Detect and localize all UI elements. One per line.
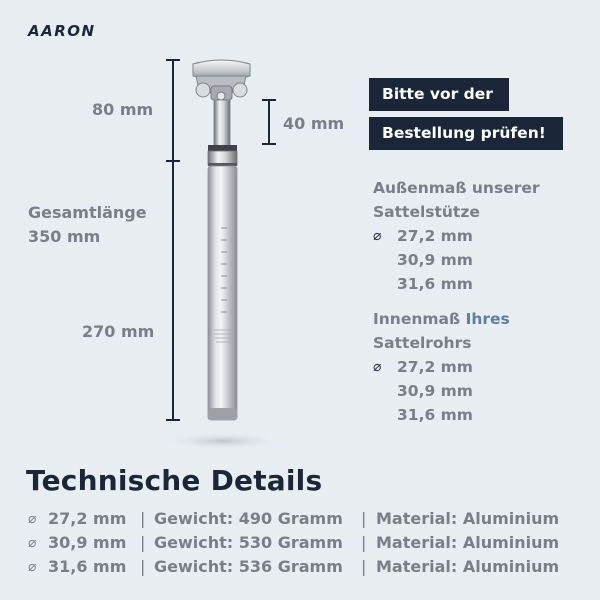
dim-total-label xyxy=(28,201,147,249)
tech-row xyxy=(28,531,588,555)
diameter-icon: ⌀ xyxy=(373,228,382,244)
inner-size-value: 27,2 mm xyxy=(397,358,473,376)
main-tube xyxy=(208,166,237,420)
separator: | xyxy=(361,533,367,552)
outer-size-value: 27,2 mm xyxy=(397,227,473,245)
notice-line-1: Bitte vor der xyxy=(369,78,509,111)
outer-diameter-section xyxy=(373,176,593,296)
tech-weight: Gewicht: 530 Gramm xyxy=(154,533,343,552)
inner-title-word: Innenmaß xyxy=(373,310,461,328)
saddle-clamp-icon xyxy=(193,60,250,100)
separator: | xyxy=(140,533,146,552)
inner-title-line2: Sattelrohrs xyxy=(373,334,472,352)
diameter-icon: ⌀ xyxy=(28,511,37,527)
brand-logo: AARON xyxy=(28,22,96,40)
tech-row xyxy=(28,507,588,531)
outer-title-line2: Sattelstütze xyxy=(373,203,480,221)
dim-top-label: 80 mm xyxy=(92,100,154,119)
diameter-icon: ⌀ xyxy=(373,359,382,375)
outer-size-value: 30,9 mm xyxy=(397,251,473,269)
tech-material: Material: Aluminium xyxy=(376,533,560,552)
outer-size-row xyxy=(373,272,593,296)
total-length-title: Gesamtlänge xyxy=(28,203,147,222)
tech-material: Material: Aluminium xyxy=(376,509,560,528)
inner-size-row xyxy=(373,379,593,403)
total-length-value: 350 mm xyxy=(28,227,101,246)
tech-row xyxy=(28,555,588,579)
piston xyxy=(214,100,230,146)
product-shadow xyxy=(163,432,283,450)
inner-size-value: 30,9 mm xyxy=(397,382,473,400)
separator: | xyxy=(361,509,367,528)
outer-title-line1: Außenmaß unserer xyxy=(373,179,540,197)
dim-offset-label: 40 mm xyxy=(283,114,345,133)
separator: | xyxy=(361,557,367,576)
inner-size-row xyxy=(373,355,593,379)
tech-size: 30,9 mm xyxy=(48,533,127,552)
outer-size-row xyxy=(373,248,593,272)
tech-size: 31,6 mm xyxy=(48,557,127,576)
tech-weight: Gewicht: 536 Gramm xyxy=(154,557,343,576)
separator: | xyxy=(140,509,146,528)
inner-title-highlight: Ihres xyxy=(465,310,510,328)
inner-size-row xyxy=(373,403,593,427)
tech-details-title: Technische Details xyxy=(26,464,323,497)
notice-line-2: Bestellung prüfen! xyxy=(369,117,563,150)
collar xyxy=(208,145,237,151)
tech-details-table xyxy=(28,507,588,579)
dim-bottom-label: 270 mm xyxy=(82,322,155,341)
seatpost-illustration xyxy=(150,50,290,460)
diameter-icon: ⌀ xyxy=(28,535,37,551)
inner-diameter-section xyxy=(373,307,593,427)
outer-size-value: 31,6 mm xyxy=(397,275,473,293)
total-length-line xyxy=(166,60,180,420)
separator: | xyxy=(140,557,146,576)
inner-size-value: 31,6 mm xyxy=(397,406,473,424)
inner-title-line1 xyxy=(373,307,593,331)
outer-size-row xyxy=(373,224,593,248)
diameter-icon: ⌀ xyxy=(28,559,37,575)
tech-material: Material: Aluminium xyxy=(376,557,560,576)
tech-size: 27,2 mm xyxy=(48,509,127,528)
tech-weight: Gewicht: 490 Gramm xyxy=(154,509,343,528)
offset-line xyxy=(262,100,276,144)
